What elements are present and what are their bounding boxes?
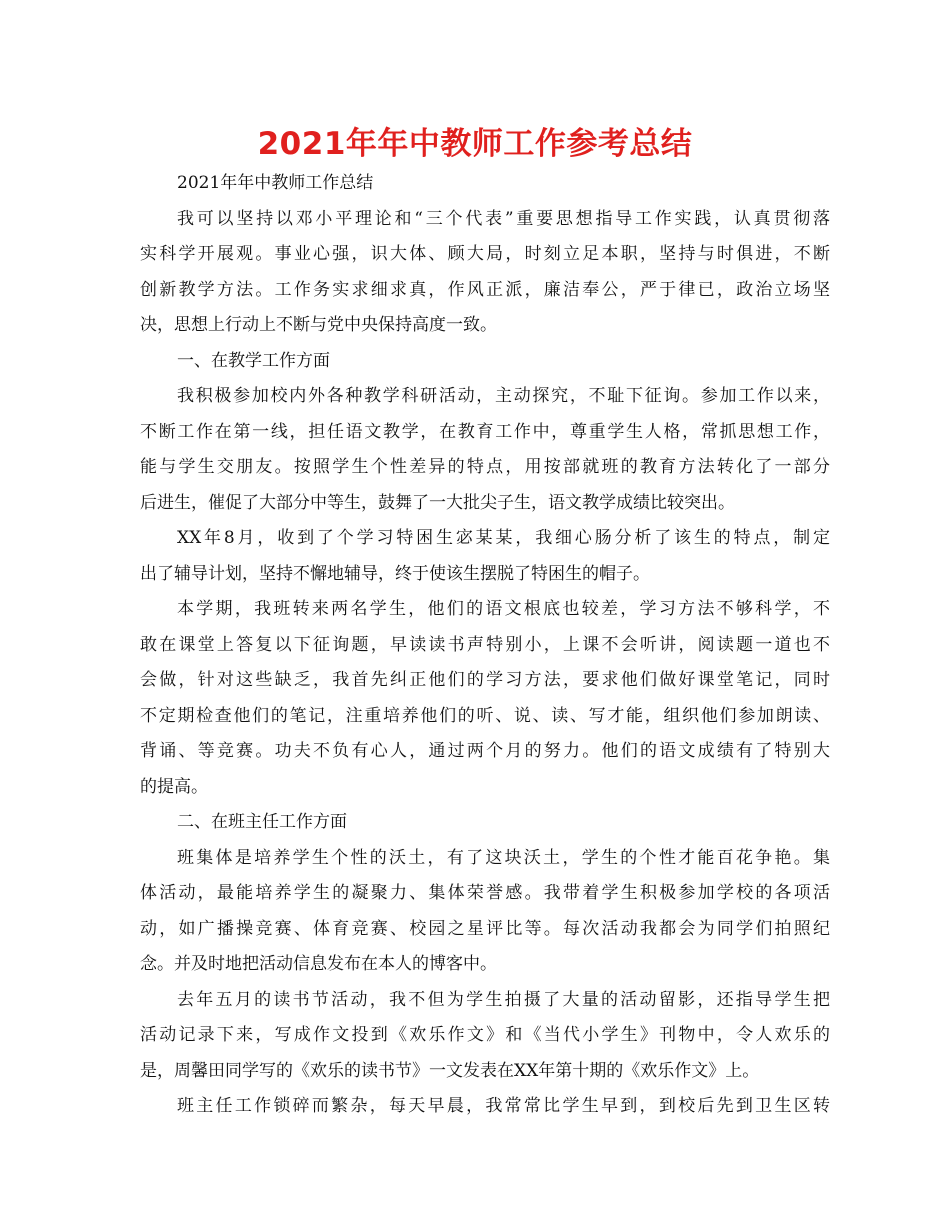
paragraph-line: 动，如广播操竞赛、体育竞赛、校园之星评比等。每次活动我都会为同学们拍照纪 <box>140 918 830 939</box>
document-title: 2021年年中教师工作参考总结 <box>257 126 693 162</box>
paragraph-line: 班集体是培养学生个性的沃土，有了这块沃土，学生的个性才能百花争艳。集 <box>177 847 830 868</box>
paragraph-line: 我可以坚持以邓小平理论和“三个代表”重要思想指导工作实践，认真贯彻落 <box>177 208 830 229</box>
paragraph-line: 背诵、等竞赛。功夫不负有心人，通过两个月的努力。他们的语文成绩有了特别大 <box>140 741 830 761</box>
paragraph-line: 后进生，催促了大部分中等生，鼓舞了一大批尖子生，语文教学成绩比较突出。 <box>140 492 735 513</box>
paragraph-line: 创新教学方法。工作务实求细求真，作风正派，廉洁奉公，严于律已，政治立场坚 <box>140 279 830 300</box>
paragraph-line: 敢在课堂上答复以下征询题，早读读书声特别小，上课不会听讲，阅读题一道也不 <box>140 634 830 655</box>
paragraph-line: 2021年年中教师工作总结 <box>177 173 374 193</box>
paragraph-line: 二、在班主任工作方面 <box>177 812 347 832</box>
paragraph-line: 出了辅导计划，坚持不懈地辅导，终于使该生摆脱了特困生的帽子。 <box>140 563 650 584</box>
paragraph-line: 一、在教学工作方面 <box>177 350 330 371</box>
paragraph-line: 的提高。 <box>140 776 208 797</box>
paragraph-line: 念。并及时地把活动信息发布在本人的博客中。 <box>140 954 497 974</box>
paragraph-line: 能与学生交朋友。按照学生个性差异的特点，用按部就班的教育方法转化了一部分 <box>140 457 830 477</box>
paragraph-line: 班主任工作锁碎而繁杂，每天早晨，我常常比学生早到，到校后先到卫生区转 <box>177 1096 830 1116</box>
paragraph-line: 我积极参加校内外各种教学科研活动，主动探究，不耻下征询。参加工作以来， <box>177 386 830 406</box>
document-body <box>140 166 830 1125</box>
paragraph-line: 会做，针对这些缺乏，我首先纠正他们的学习方法，要求他们做好课堂笔记，同时 <box>140 670 830 690</box>
paragraph-line: 本学期，我班转来两名学生，他们的语文根底也较差，学习方法不够科学，不 <box>177 599 830 619</box>
paragraph-line: 实科学开展观。事业心强，识大体、顾大局，时刻立足本职，坚持与时俱进，不断 <box>140 244 830 264</box>
paragraph-line: 去年五月的读书节活动，我不但为学生拍摄了大量的活动留影，还指导学生把 <box>177 989 830 1010</box>
paragraph-line: XX年8月，收到了个学习特困生宓某某，我细心肠分析了该生的特点，制定 <box>177 528 830 548</box>
paragraph-line: 不定期检查他们的笔记，注重培养他们的听、说、读、写才能，组织他们参加朗读、 <box>140 705 830 726</box>
paragraph-line: 体活动，最能培养学生的凝聚力、集体荣誉感。我带着学生积极参加学校的各项活 <box>140 883 830 903</box>
paragraph-line: 不断工作在第一线，担任语文教学，在教育工作中，尊重学生人格，常抓思想工作， <box>140 421 830 442</box>
paragraph-line: 活动记录下来，写成作文投到《欢乐作文》和《当代小学生》刊物中，令人欢乐的 <box>140 1025 830 1045</box>
paragraph-line: 是，周馨田同学写的《欢乐的读书节》一文发表在XX年第十期的《欢乐作文》上。 <box>140 1060 760 1081</box>
paragraph-line: 决，思想上行动上不断与党中央保持高度一致。 <box>140 315 497 335</box>
